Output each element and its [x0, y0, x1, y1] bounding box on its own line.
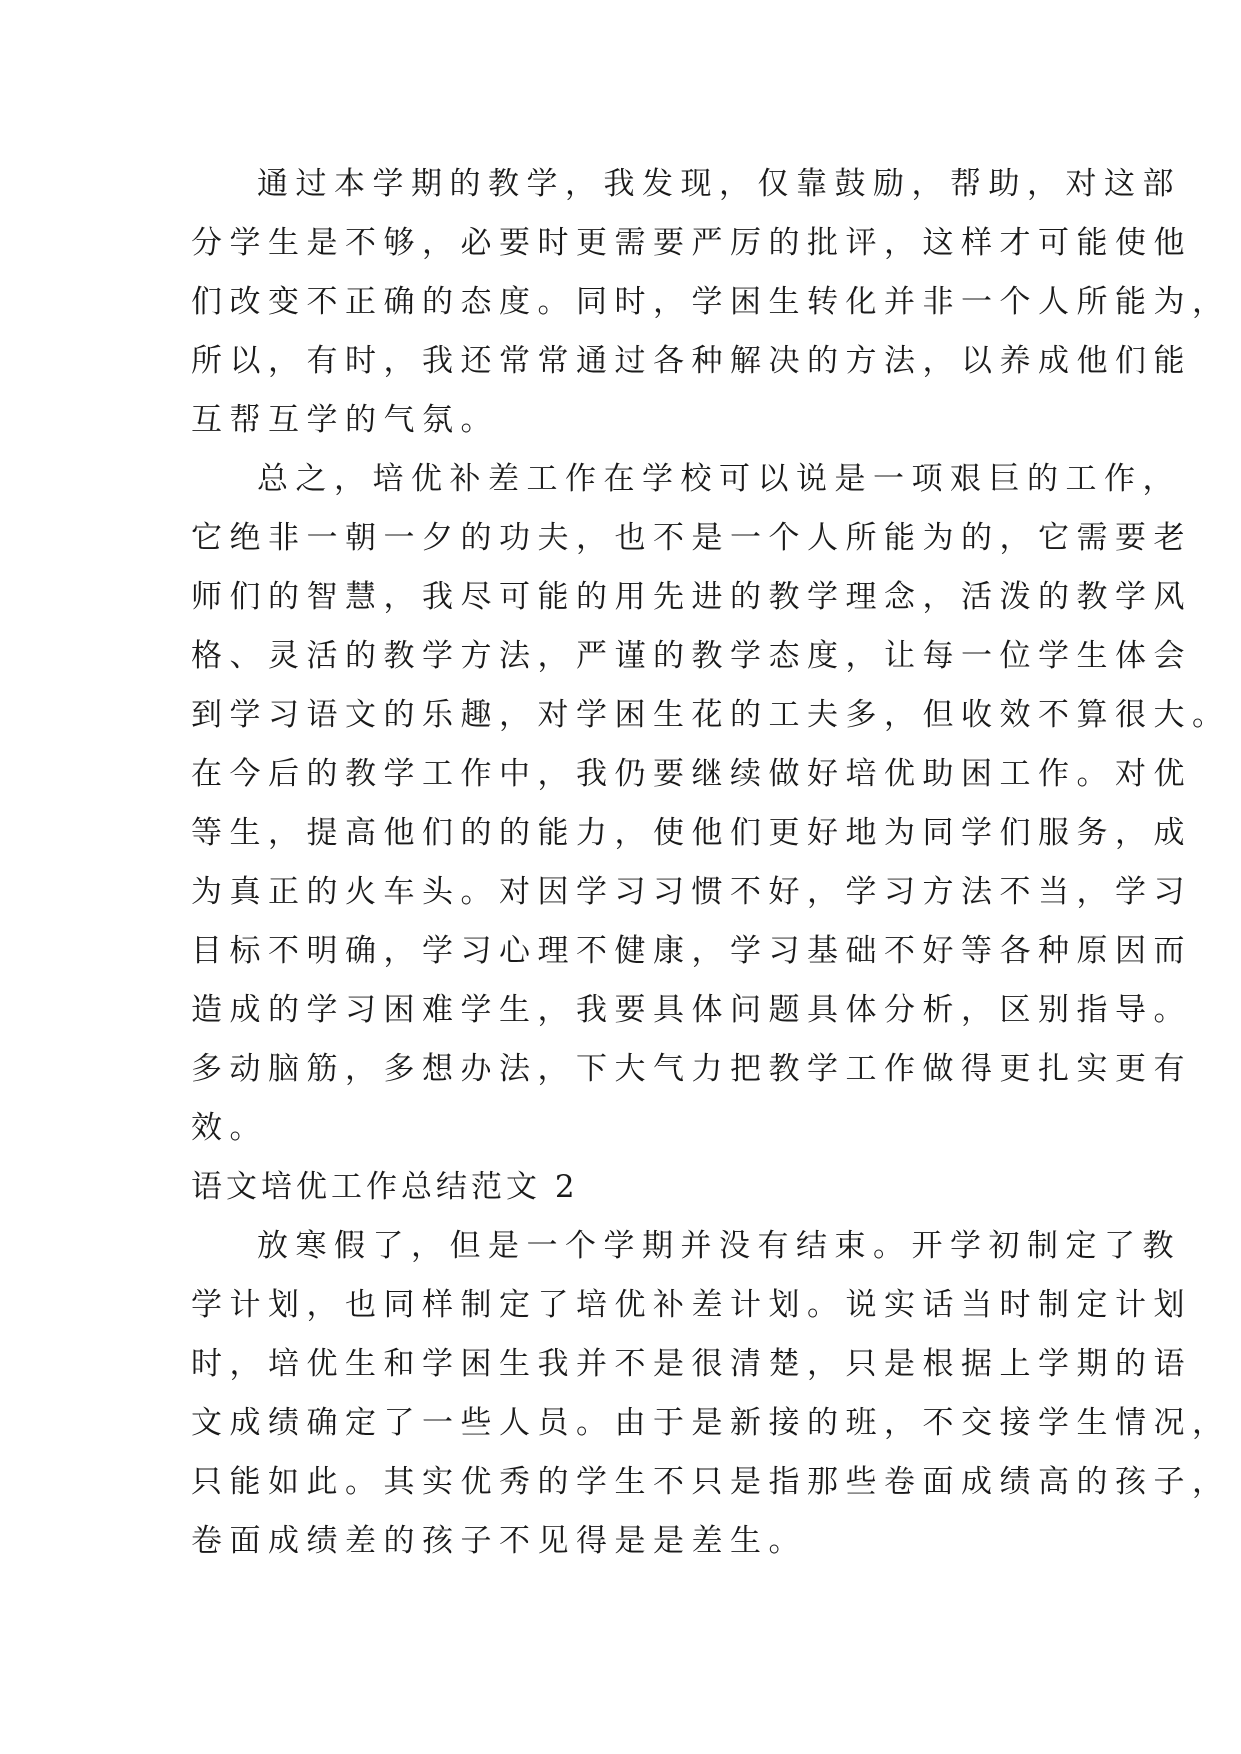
paragraph-line: 文成绩确定了一些人员。由于是新接的班，不交接学生情况， — [191, 1405, 1231, 1441]
paragraph-line: 多动脑筋，多想办法，下大气力把教学工作做得更扎实更有 — [191, 1051, 1192, 1087]
paragraph-line: 到学习语文的乐趣，对学困生花的工夫多，但收效不算很大。 — [191, 697, 1231, 733]
section-heading: 语文培优工作总结范文 2 — [191, 1169, 579, 1205]
paragraph-line: 只能如此。其实优秀的学生不只是指那些卷面成绩高的孩子， — [191, 1464, 1231, 1500]
paragraph-line: 放寒假了，但是一个学期并没有结束。开学初制定了教 — [257, 1228, 1181, 1264]
paragraph-1 — [191, 155, 1231, 450]
paragraph-line: 所以，有时，我还常常通过各种解决的方法，以养成他们能 — [191, 343, 1192, 379]
paragraph-line: 总之，培优补差工作在学校可以说是一项艰巨的工作， — [257, 461, 1181, 497]
paragraph-line: 时，培优生和学困生我并不是很清楚，只是根据上学期的语 — [191, 1346, 1192, 1382]
paragraph-line: 效。 — [191, 1110, 268, 1146]
paragraph-2 — [191, 450, 1231, 1158]
document-body — [191, 155, 1231, 1571]
paragraph-line: 目标不明确，学习心理不健康，学习基础不好等各种原因而 — [191, 933, 1192, 969]
paragraph-line: 格、灵活的教学方法，严谨的教学态度，让每一位学生体会 — [191, 638, 1192, 674]
paragraph-line: 分学生是不够，必要时更需要严厉的批评，这样才可能使他 — [191, 225, 1192, 261]
paragraph-line: 它绝非一朝一夕的功夫，也不是一个人所能为的，它需要老 — [191, 520, 1192, 556]
paragraph-line: 卷面成绩差的孩子不见得是是差生。 — [191, 1523, 807, 1559]
paragraph-3 — [191, 1217, 1231, 1571]
paragraph-line: 们改变不正确的态度。同时，学困生转化并非一个人所能为， — [191, 284, 1231, 320]
paragraph-line: 互帮互学的气氛。 — [191, 402, 499, 438]
paragraph-line: 通过本学期的教学，我发现，仅靠鼓励，帮助，对这部 — [257, 166, 1181, 202]
paragraph-line: 在今后的教学工作中，我仍要继续做好培优助困工作。对优 — [191, 756, 1192, 792]
paragraph-line: 等生，提高他们的的能力，使他们更好地为同学们服务，成 — [191, 815, 1192, 851]
paragraph-line: 为真正的火车头。对因学习习惯不好，学习方法不当，学习 — [191, 874, 1192, 910]
paragraph-line: 造成的学习困难学生，我要具体问题具体分析，区别指导。 — [191, 992, 1192, 1028]
paragraph-line: 学计划，也同样制定了培优补差计划。说实话当时制定计划 — [191, 1287, 1192, 1323]
paragraph-line: 师们的智慧，我尽可能的用先进的教学理念，活泼的教学风 — [191, 579, 1192, 615]
